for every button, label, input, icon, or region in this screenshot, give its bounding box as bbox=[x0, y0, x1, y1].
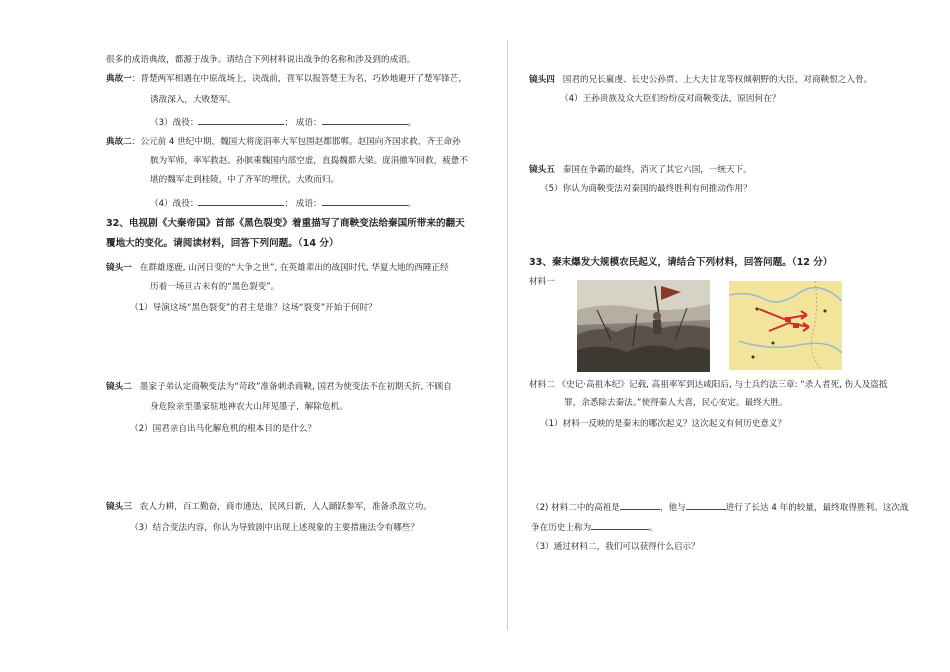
shot1-line2: 历着一场亘古未有的“黑色裂变”。 bbox=[150, 282, 280, 292]
story1-label: 典故一 bbox=[106, 74, 132, 84]
story2-q-mid: ； 成语： bbox=[284, 199, 322, 209]
q32-question5: （5）你认为商鞅变法对秦国的最终胜利有何推动作用？ bbox=[540, 184, 752, 194]
emperor-name-blank[interactable] bbox=[620, 500, 660, 510]
material2-line1: 材料二 《史记·高祖本纪》记载, 高祖率军到达咸阳后, 与士兵约法三章: “杀人者死, 伤人及盗抵 bbox=[529, 380, 888, 390]
uprising-painting-illustration bbox=[577, 280, 710, 372]
q33-question3: （3）通过材料二，我们可以获得什么启示？ bbox=[531, 542, 700, 552]
shot1-text1: 在群雄逐鹿, 山河日变的“大争之世”, 在英雄辈出的战国时代, 华夏大地的西陲正经 bbox=[139, 263, 449, 273]
shot5-text1: 秦国在争霸的最终，消灭了其它六国，一统天下。 bbox=[562, 165, 752, 175]
story2-q-end: 。 bbox=[407, 199, 417, 209]
battle2-blank[interactable] bbox=[198, 196, 284, 206]
shot3-text1: 农人力耕，百工勤奋，商市通达，民风日新，人人踊跃参军，准备杀敌立功。 bbox=[139, 502, 432, 512]
material1-label: 材料一 bbox=[529, 277, 555, 287]
shot4-label: 镜头四 bbox=[529, 75, 555, 85]
war-name-blank[interactable] bbox=[591, 520, 649, 530]
q33-q2-part-b: ，他与 bbox=[659, 503, 686, 513]
q33-question1: （1）材料一反映的是秦末的哪次起义？这次起义有何历史意义？ bbox=[540, 419, 787, 429]
q32-question3: （3）结合变法内容，你认为导致剧中出现上述现象的主要措施法令有哪些？ bbox=[130, 523, 420, 533]
q32-question2: （2）国君亲自出马化解危机的根本目的是什么？ bbox=[130, 424, 316, 434]
story1-q-end: 。 bbox=[407, 118, 417, 128]
shot4-line1 bbox=[529, 74, 872, 86]
story2-q-label: （4）战役： bbox=[150, 199, 199, 209]
story2-question bbox=[150, 196, 416, 210]
story2-line1 bbox=[106, 136, 461, 148]
story1-line1 bbox=[106, 73, 467, 85]
q33-q2-part-e: 。 bbox=[649, 523, 658, 533]
q33-q2-part-c: 进行了长达 4 年的较量，最终取得胜利。这次战 bbox=[725, 503, 909, 513]
idiom1-blank[interactable] bbox=[322, 115, 408, 125]
idiom2-blank[interactable] bbox=[322, 196, 408, 206]
shot3-line1 bbox=[106, 501, 432, 513]
shot1-label: 镜头一 bbox=[106, 263, 132, 273]
shot3-label: 镜头三 bbox=[106, 502, 132, 512]
shot2-label: 镜头二 bbox=[106, 382, 132, 392]
shot5-label: 镜头五 bbox=[529, 165, 555, 175]
shot2-text1: 墨家子弟认定商鞅变法为“苛政”准备刺杀商鞅, 国君为使变法不在初期夭折, 不顾自 bbox=[139, 382, 452, 392]
q32-title-line1: 32、电视剧《大秦帝国》首部《黑色裂变》着重描写了商鞅变法给秦国所带来的翻天 bbox=[106, 218, 465, 229]
material2-line2: 罪，余悉除去秦法。”使得秦人大喜，民心安定。最终大胜。 bbox=[564, 398, 788, 408]
q32-title-line2: 覆地大的变化。请阅读材料，回答下列问题。（14 分） bbox=[106, 238, 339, 249]
q33-question2-line1 bbox=[531, 500, 909, 514]
story1-q-mid: ； 成语： bbox=[284, 118, 322, 128]
column-divider bbox=[507, 40, 508, 630]
intro-text: 很多的成语典故，都源于战争。请结合下列材料说出战争的名称和涉及到的成语。 bbox=[106, 55, 416, 65]
q33-q2-part-a: （2) 材料二中的高祖是 bbox=[531, 503, 620, 513]
q33-question2-line2 bbox=[531, 520, 658, 534]
shot2-line1 bbox=[106, 381, 452, 393]
battle1-blank[interactable] bbox=[198, 115, 284, 125]
story1-question bbox=[150, 115, 416, 129]
shot5-line1 bbox=[529, 164, 752, 176]
q32-question1: （1）导演这场“黑色裂变”的君主是谁？这场“裂变”开始于何时？ bbox=[130, 303, 377, 313]
story2-line2: 膑为军师，率军救赵。孙膑乘魏国内部空虚，直捣魏都大梁。庞涓撤军回救，疲惫不 bbox=[150, 156, 468, 166]
shot1-line1 bbox=[106, 262, 449, 274]
q33-q2-part-d: 争在历史上称为 bbox=[531, 523, 592, 533]
story1-line2: 诱敌深入，大败楚军。 bbox=[150, 95, 236, 105]
uprising-painting-image bbox=[577, 280, 710, 372]
q32-question4: （4）王孙贵族及众大臣们纷纷反对商鞅变法，原因何在？ bbox=[560, 94, 781, 104]
story2-line3: 堪的魏军走到桂陵，中了齐军的埋伏，大败而归。 bbox=[150, 175, 340, 185]
story2-text1: ：公元前 4 世纪中期，魏国大将庞涓率大军包围赵都邯郸。赵国向齐国求救，齐王命孙 bbox=[131, 137, 461, 147]
uprising-route-map bbox=[729, 281, 842, 370]
rival-name-blank[interactable] bbox=[686, 500, 726, 510]
shot4-text1: 国君的兄长嬴虔、长史公孙贾、上大夫甘龙等权倾朝野的大臣，对商鞅恨之入骨。 bbox=[562, 75, 873, 85]
uprising-route-map-illustration bbox=[729, 281, 842, 370]
story2-label: 典故二 bbox=[106, 137, 132, 147]
q33-title: 33、秦末爆发大规模农民起义，请结合下列材料，回答问题。（12 分） bbox=[529, 257, 833, 268]
shot2-line2: 身危险亲至墨家驻地神农大山拜见墨子，解除危机。 bbox=[150, 402, 348, 412]
story1-text1: ：晋楚两军相遇在中原战场上，决战前，晋军以报答楚王为名，巧妙地避开了楚军锋芒， bbox=[131, 74, 467, 84]
story1-q-label: （3）战役： bbox=[150, 118, 199, 128]
